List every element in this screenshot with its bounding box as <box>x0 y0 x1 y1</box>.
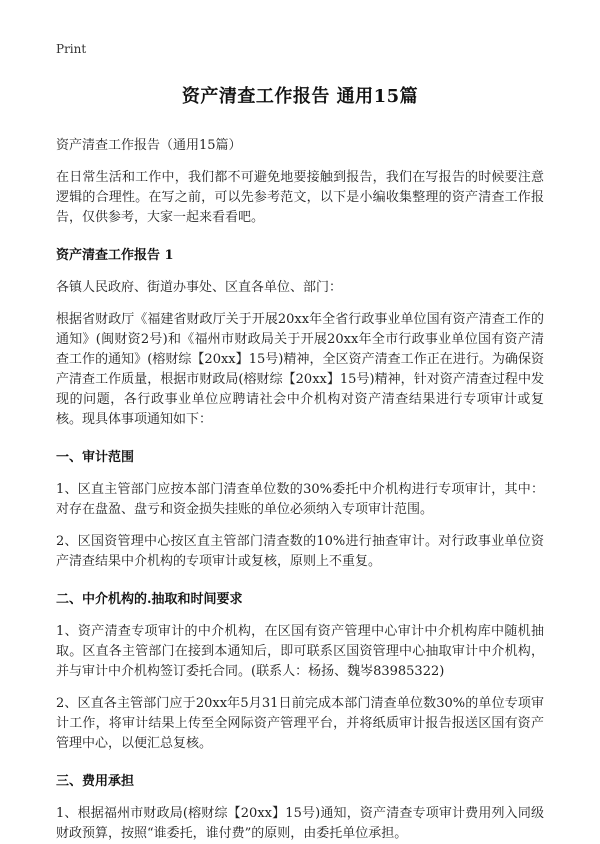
report-1-salutation: 各镇人民政府、街道办事处、区直各单位、部门： <box>56 280 343 295</box>
section-audit-scope-paragraph-2: 2、区国资管理中心按区直主管部门清查数的10%进行抽查审计。对行政事业单位资产清查结果中介机构的专项审计或复核，原则上不重复。 <box>56 534 544 569</box>
section-agency-selection-paragraph-2: 2、区直各主管部门应于20xx年5月31日前完成本部门清查单位数30%的单位专项审计工作，将审计结果上传至全网际资产管理平台，并将纸质审计报告报送区国有资产管理中心，以便汇总复核。 <box>56 696 544 751</box>
section-audit-scope-heading: 一、审计范围 <box>56 450 135 465</box>
page-title: 资产清查工作报告 通用15篇 <box>181 86 419 107</box>
section-audit-scope-paragraph-1: 1、区直主管部门应按本部门清查单位数的30%委托中介机构进行专项审计，其中：对存在盘盈、盘亏和资金损失挂账的单位必须纳入专项审计范围。 <box>56 482 544 517</box>
section-agency-selection-paragraph-1: 1、资产清查专项审计的中介机构，在区国有资产管理中心审计中介机构库中随机抽取。区直各主管部门在接到本通知后，即可联系区国资管理中心抽取审计中介机构，并与审计中介机构签订委托合同。(联系人：杨扬、魏岑83985322) <box>56 624 544 679</box>
intro-paragraph: 在日常生活和工作中，我们都不可避免地要接触到报告，我们在写报告的时候要注意逻辑的合理性。在写之前，可以先参考范文，以下是小编收集整理的资产清查工作报告，仅供参考，大家一起来看看吧。 <box>56 170 544 225</box>
section-agency-selection-heading: 二、中介机构的.抽取和时间要求 <box>56 592 243 607</box>
section-cost-heading: 三、费用承担 <box>56 774 135 789</box>
document-subtitle: 资产清查工作报告（通用15篇） <box>56 138 242 153</box>
report-1-body: 根据省财政厅《福建省财政厅关于开展20xx年全省行政事业单位国有资产清查工作的通知》(闽财资2号)和《福州市财政局关于开展20xx年全市行政事业单位国有资产清查工作的通知》(榕财综【20xx】15号)精神，全区资产清查工作正在进行。为确保资产清查工作质量，根据市财政局(榕财综【20xx】15号)精神，针对资产清查过程中发现的问题，各行政事业单位应聘请社会中介机构对资产清查结果进行专项审计或复核。现具体事项通知如下： <box>56 312 544 427</box>
report-1-heading: 资产清查工作报告 1 <box>56 248 174 263</box>
print-link[interactable]: Print <box>56 42 87 56</box>
section-cost-paragraph-1: 1、根据福州市财政局(榕财综【20xx】15号)通知，资产清查专项审计费用列入同级财政预算，按照“谁委托，谁付费”的原则，由委托单位承担。 <box>56 806 544 841</box>
